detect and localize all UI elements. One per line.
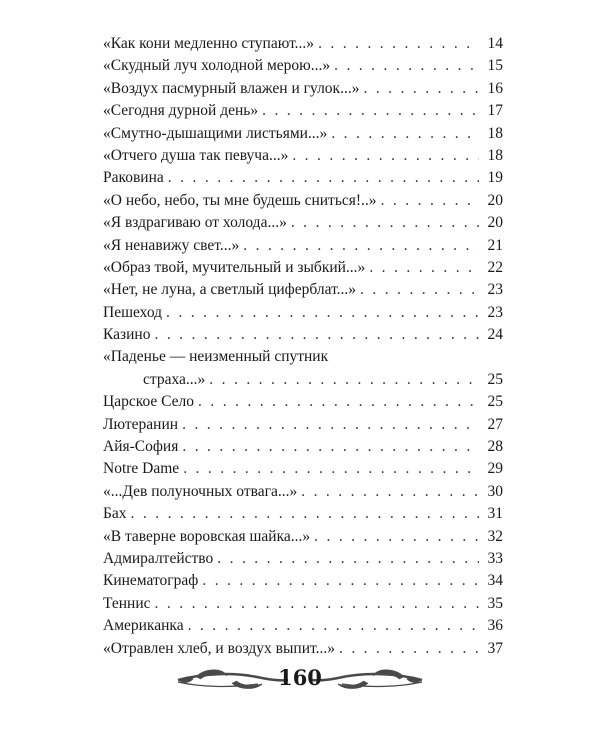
- toc-entry-title: Адмиралтейство: [103, 549, 214, 567]
- toc-leader-dots: [243, 235, 479, 257]
- toc-leader-dots: [314, 526, 479, 548]
- toc-entry-title: Лютеранин: [103, 415, 179, 433]
- toc-entry-title: Раковина: [103, 169, 164, 187]
- toc-entry: [103, 235, 503, 257]
- toc-entry-continuation: [103, 369, 503, 391]
- toc-leader-dots: [154, 324, 479, 346]
- toc-entry-page: 20: [487, 191, 503, 209]
- toc-entry-page: 22: [487, 258, 503, 276]
- toc-entry-page: 25: [487, 393, 503, 411]
- toc-entry: [103, 458, 503, 480]
- toc-entry-title: «Паденье — неизменный спутник: [103, 348, 329, 366]
- toc-leader-dots: [188, 615, 479, 637]
- table-of-contents: [103, 33, 503, 660]
- page-number: 160: [278, 665, 322, 690]
- toc-leader-dots: [183, 458, 479, 480]
- page-footer: [0, 660, 600, 700]
- toc-entry: [103, 100, 503, 122]
- toc-entry-title: «Я ненавижу свет...»: [103, 236, 240, 254]
- toc-entry: [103, 436, 503, 458]
- toc-leader-dots: [202, 570, 479, 592]
- toc-entry: [103, 279, 503, 301]
- toc-leader-dots: [381, 190, 479, 212]
- toc-leader-dots: [334, 55, 479, 77]
- toc-entry-page: 32: [487, 527, 503, 545]
- toc-entry-page: 36: [487, 617, 503, 635]
- toc-entry: [103, 302, 503, 324]
- toc-entry-title: Теннис: [103, 594, 151, 612]
- toc-entry: [103, 481, 503, 503]
- toc-entry-page: 18: [487, 146, 503, 164]
- toc-entry-page: 24: [487, 326, 503, 344]
- toc-entry-page: 29: [487, 460, 503, 478]
- toc-leader-dots: [369, 257, 479, 279]
- toc-entry: [103, 55, 503, 77]
- toc-entry: [103, 346, 503, 391]
- toc-leader-dots: [291, 212, 479, 234]
- toc-entry-page: 35: [487, 594, 503, 612]
- toc-entry-title: «Образ твой, мучительный и зыбкий...»: [103, 258, 366, 276]
- toc-entry-title: «Отчего душа так певуча...»: [103, 146, 289, 164]
- toc-entry-page: 17: [487, 102, 503, 120]
- toc-entry-page: 14: [487, 35, 503, 52]
- toc-entry-title: «Смутно-дышащими листьями...»: [103, 124, 328, 142]
- toc-leader-dots: [131, 503, 479, 525]
- toc-entry-title: Царское Село: [103, 393, 195, 411]
- toc-entry-title-continued: страха...»: [143, 370, 206, 388]
- toc-leader-dots: [262, 100, 479, 122]
- toc-entry-title: «В таверне воровская шайка...»: [103, 527, 311, 545]
- toc-entry-title: Американка: [103, 617, 184, 635]
- toc-entry-title: «...Дев полуночных отвага...»: [103, 482, 298, 500]
- toc-leader-dots: [209, 369, 479, 391]
- toc-entry-title: «Как кони медленно ступают...»: [103, 35, 315, 52]
- toc-leader-dots: [318, 33, 479, 55]
- toc-entry-title: «Сегодня дурной день»: [103, 102, 259, 120]
- toc-leader-dots: [168, 167, 479, 189]
- toc-entry-page: 30: [487, 482, 503, 500]
- toc-entry: [103, 167, 503, 189]
- toc-leader-dots: [301, 481, 479, 503]
- toc-entry: [103, 570, 503, 592]
- toc-entry-page: 27: [487, 415, 503, 433]
- toc-leader-dots: [182, 436, 479, 458]
- toc-entry-page: 34: [487, 572, 503, 590]
- toc-entry: [103, 33, 503, 55]
- toc-entry: [103, 391, 503, 413]
- toc-entry: [103, 257, 503, 279]
- toc-entry: [103, 503, 503, 525]
- toc-entry: [103, 145, 503, 167]
- toc-entry-page: 23: [487, 303, 503, 321]
- toc-entry-page: 20: [487, 214, 503, 232]
- toc-entry-title: Notre Dame: [103, 460, 180, 478]
- toc-entry-page: 15: [487, 57, 503, 75]
- toc-entry-page: 28: [487, 438, 503, 456]
- toc-leader-dots: [331, 123, 479, 145]
- toc-entry-title: «Я вздрагиваю от холода...»: [103, 214, 287, 232]
- toc-entry-page: 16: [487, 79, 503, 97]
- toc-leader-dots: [155, 593, 479, 615]
- toc-entry-page: 21: [487, 236, 503, 254]
- toc-entry-title: Пешеход: [103, 303, 163, 321]
- toc-entry-title: «О небо, небо, ты мне будешь сниться!..»: [103, 191, 377, 209]
- toc-leader-dots: [360, 279, 479, 301]
- toc-entry-title: Айя-София: [103, 438, 179, 456]
- toc-entry: [103, 615, 503, 637]
- toc-entry-title: «Отравлен хлеб, и воздух выпит...»: [103, 639, 335, 657]
- toc-leader-dots: [363, 78, 479, 100]
- toc-entry-page: 33: [487, 549, 503, 567]
- toc-leader-dots: [217, 548, 479, 570]
- toc-entry: [103, 324, 503, 346]
- toc-entry-title: Бах: [103, 505, 127, 523]
- toc-entry: [103, 548, 503, 570]
- toc-entry-title: «Нет, не луна, а светлый циферблат...»: [103, 281, 357, 299]
- toc-leader-dots: [198, 391, 479, 413]
- toc-entry-page: 25: [487, 370, 503, 388]
- toc-entry: [103, 212, 503, 234]
- toc-entry-title: Кинематограф: [103, 572, 199, 590]
- toc-entry: [103, 526, 503, 548]
- toc-entry: [103, 638, 503, 660]
- toc-entry: [103, 78, 503, 100]
- toc-leader-dots: [182, 414, 479, 436]
- toc-leader-dots: [292, 145, 479, 167]
- toc-entry-title: «Воздух пасмурный влажен и гулок...»: [103, 79, 360, 97]
- toc-leader-dots: [339, 638, 479, 660]
- toc-entry: [103, 190, 503, 212]
- toc-leader-dots: [166, 302, 479, 324]
- toc-entry-page: 31: [487, 505, 503, 523]
- toc-entry: [103, 123, 503, 145]
- toc-entry: [103, 593, 503, 615]
- toc-entry-page: 37: [487, 639, 503, 657]
- toc-entry: [103, 414, 503, 436]
- toc-entry-page: 23: [487, 281, 503, 299]
- toc-entry-page: 18: [487, 124, 503, 142]
- toc-entry-title: Казино: [103, 326, 151, 344]
- toc-entry-page: 19: [487, 169, 503, 187]
- toc-entry-title: «Скудный луч холодной мерою...»: [103, 57, 331, 75]
